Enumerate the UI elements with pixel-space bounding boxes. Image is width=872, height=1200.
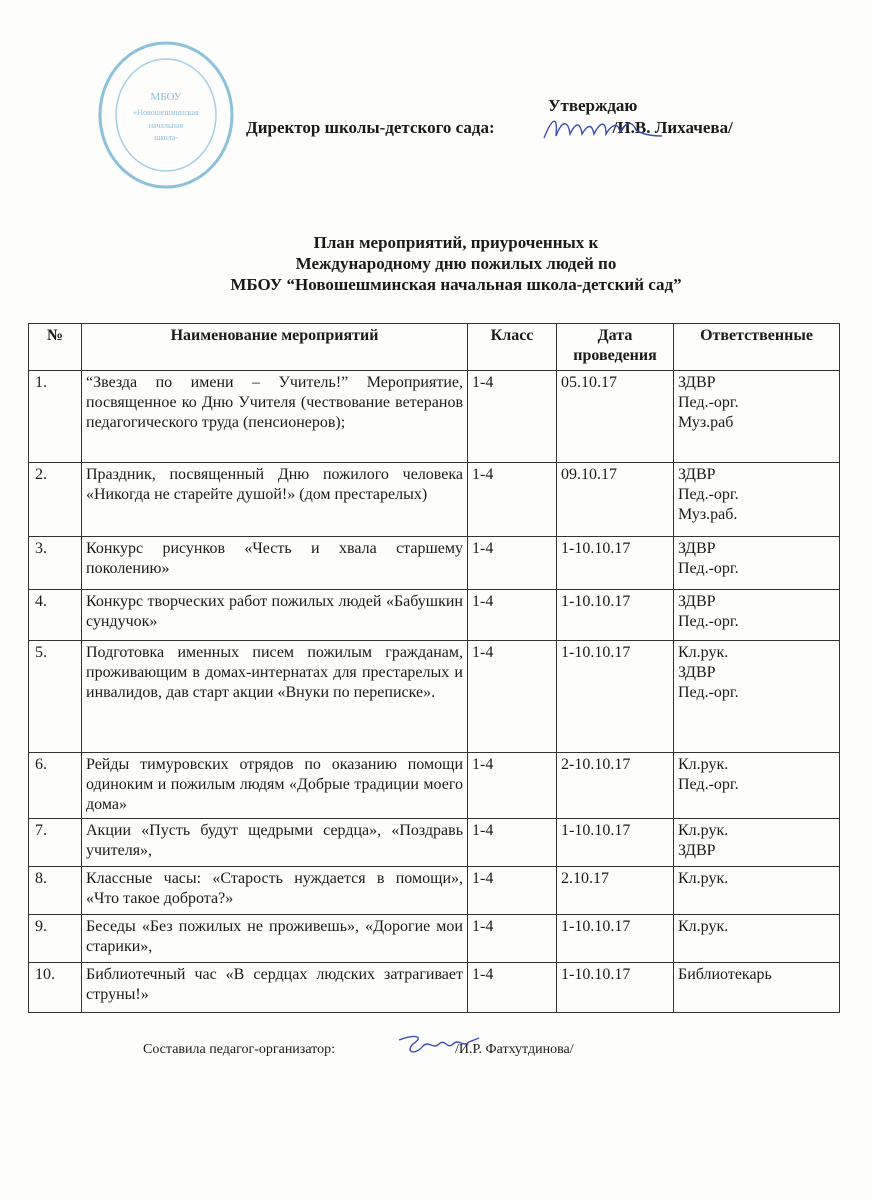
- responsible-person: ЗДВР: [678, 540, 716, 557]
- event-class: 1-4: [468, 867, 557, 915]
- responsible-person: Муз.раб: [678, 414, 734, 431]
- event-responsible: [674, 867, 840, 915]
- header-class: Класс: [468, 324, 557, 371]
- event-date: 2-10.10.17: [557, 753, 674, 819]
- title-line-1: План мероприятий, приуроченных к: [313, 233, 599, 252]
- event-responsible: [674, 963, 840, 1013]
- table-row: [29, 590, 840, 641]
- event-responsible: [674, 753, 840, 819]
- event-class: 1-4: [468, 641, 557, 753]
- row-number: 9.: [29, 915, 82, 963]
- event-date: 1-10.10.17: [557, 963, 674, 1013]
- responsible-person: Пед.-орг.: [678, 486, 739, 503]
- header-name: Наименование мероприятий: [82, 324, 468, 371]
- row-number: 6.: [29, 753, 82, 819]
- event-responsible: [674, 641, 840, 753]
- responsible-person: Пед.-орг.: [678, 560, 739, 577]
- event-class: 1-4: [468, 963, 557, 1013]
- event-class: 1-4: [468, 463, 557, 537]
- table-header-row: [29, 324, 840, 371]
- approve-label: Утверждаю: [548, 96, 638, 115]
- event-name: Конкурс творческих работ пожилых людей «Бабушкин сундучок»: [82, 590, 468, 641]
- responsible-person: Пед.-орг.: [678, 684, 739, 701]
- event-class: 1-4: [468, 753, 557, 819]
- event-date: 1-10.10.17: [557, 819, 674, 867]
- event-name: Беседы «Без пожилых не проживешь», «Дорогие мои старики»,: [82, 915, 468, 963]
- director-label: Директор школы-детского сада:: [246, 118, 495, 137]
- event-responsible: [674, 463, 840, 537]
- responsible-person: ЗДВР: [678, 593, 716, 610]
- header-responsible: Ответственные: [674, 324, 840, 371]
- event-date: 2.10.17: [557, 867, 674, 915]
- document-title: [0, 232, 872, 295]
- event-responsible: [674, 371, 840, 463]
- event-name: Рейды тимуровских отрядов по оказанию помощи одиноким и пожилым людям «Добрые традиции моего дома»: [82, 753, 468, 819]
- responsible-person: ЗДВР: [678, 664, 716, 681]
- row-number: 3.: [29, 537, 82, 590]
- responsible-person: Кл.рук.: [678, 870, 729, 887]
- event-name: Конкурс рисунков «Честь и хвала старшему поколению»: [82, 537, 468, 590]
- table-row: [29, 537, 840, 590]
- event-responsible: [674, 590, 840, 641]
- footer-label: Составила педагог-организатор:: [143, 1042, 336, 1057]
- events-table: [28, 323, 840, 1013]
- responsible-person: Пед.-орг.: [678, 776, 739, 793]
- event-class: 1-4: [468, 537, 557, 590]
- responsible-person: ЗДВР: [678, 842, 716, 859]
- row-number: 1.: [29, 371, 82, 463]
- svg-text:начальная: начальная: [148, 121, 184, 130]
- event-responsible: [674, 537, 840, 590]
- event-class: 1-4: [468, 590, 557, 641]
- header-num: №: [29, 324, 82, 371]
- svg-text:МБОУ: МБОУ: [150, 91, 182, 103]
- row-number: 2.: [29, 463, 82, 537]
- event-date: 1-10.10.17: [557, 537, 674, 590]
- title-line-3: МБОУ “Новошешминская начальная школа-детский сад”: [230, 275, 682, 294]
- event-date: 1-10.10.17: [557, 915, 674, 963]
- event-class: 1-4: [468, 371, 557, 463]
- responsible-person: Кл.рук.: [678, 756, 729, 773]
- event-class: 1-4: [468, 819, 557, 867]
- responsible-person: Библиотекарь: [678, 966, 772, 983]
- svg-text:«Новошешминская: «Новошешминская: [133, 108, 199, 117]
- event-date: 1-10.10.17: [557, 590, 674, 641]
- svg-text:школа-: школа-: [154, 133, 178, 142]
- table-row: [29, 963, 840, 1013]
- responsible-person: Кл.рук.: [678, 918, 729, 935]
- event-date: 1-10.10.17: [557, 641, 674, 753]
- table-row: [29, 641, 840, 753]
- table-row: [29, 371, 840, 463]
- table-row: [29, 867, 840, 915]
- responsible-person: Пед.-орг.: [678, 613, 739, 630]
- table-row: [29, 463, 840, 537]
- school-stamp: [96, 40, 236, 195]
- event-name: “Звезда по имени – Учитель!” Мероприятие, посвященное ко Дню Учителя (чествование ветеранов педагогического труда (пенсионеров);: [82, 371, 468, 463]
- table-row: [29, 915, 840, 963]
- row-number: 8.: [29, 867, 82, 915]
- organizer-signature: [395, 1030, 485, 1065]
- title-line-2: Международному дню пожилых людей по: [295, 254, 617, 273]
- event-class: 1-4: [468, 915, 557, 963]
- table-row: [29, 819, 840, 867]
- row-number: 10.: [29, 963, 82, 1013]
- header-date: Дата проведения: [557, 324, 674, 371]
- responsible-person: Муз.раб.: [678, 506, 738, 523]
- row-number: 5.: [29, 641, 82, 753]
- director-signature: [540, 110, 665, 149]
- responsible-person: ЗДВР: [678, 374, 716, 391]
- event-date: 05.10.17: [557, 371, 674, 463]
- event-name: Подготовка именных писем пожилым гражданам, проживающим в домах-интернатах для престарелых и инвалидов, дав старт акции «Внуки по переписке».: [82, 641, 468, 753]
- director-name: /И.В. Лихачева/: [612, 118, 733, 137]
- responsible-person: Пед.-орг.: [678, 394, 739, 411]
- responsible-person: ЗДВР: [678, 466, 716, 483]
- event-responsible: [674, 915, 840, 963]
- event-date: 09.10.17: [557, 463, 674, 537]
- footer-name: /И.Р. Фатхутдинова/: [455, 1042, 574, 1057]
- event-name: Классные часы: «Старость нуждается в помощи», «Что такое доброта?»: [82, 867, 468, 915]
- event-name: Акции «Пусть будут щедрыми сердца», «Поздравь учителя»,: [82, 819, 468, 867]
- footer: [143, 1042, 574, 1058]
- row-number: 4.: [29, 590, 82, 641]
- row-number: 7.: [29, 819, 82, 867]
- table-row: [29, 753, 840, 819]
- responsible-person: Кл.рук.: [678, 822, 729, 839]
- event-responsible: [674, 819, 840, 867]
- responsible-person: Кл.рук.: [678, 644, 729, 661]
- event-name: Праздник, посвященный Дню пожилого человека «Никогда не старейте душой!» (дом престарелых): [82, 463, 468, 537]
- event-name: Библиотечный час «В сердцах людских затрагивает струны!»: [82, 963, 468, 1013]
